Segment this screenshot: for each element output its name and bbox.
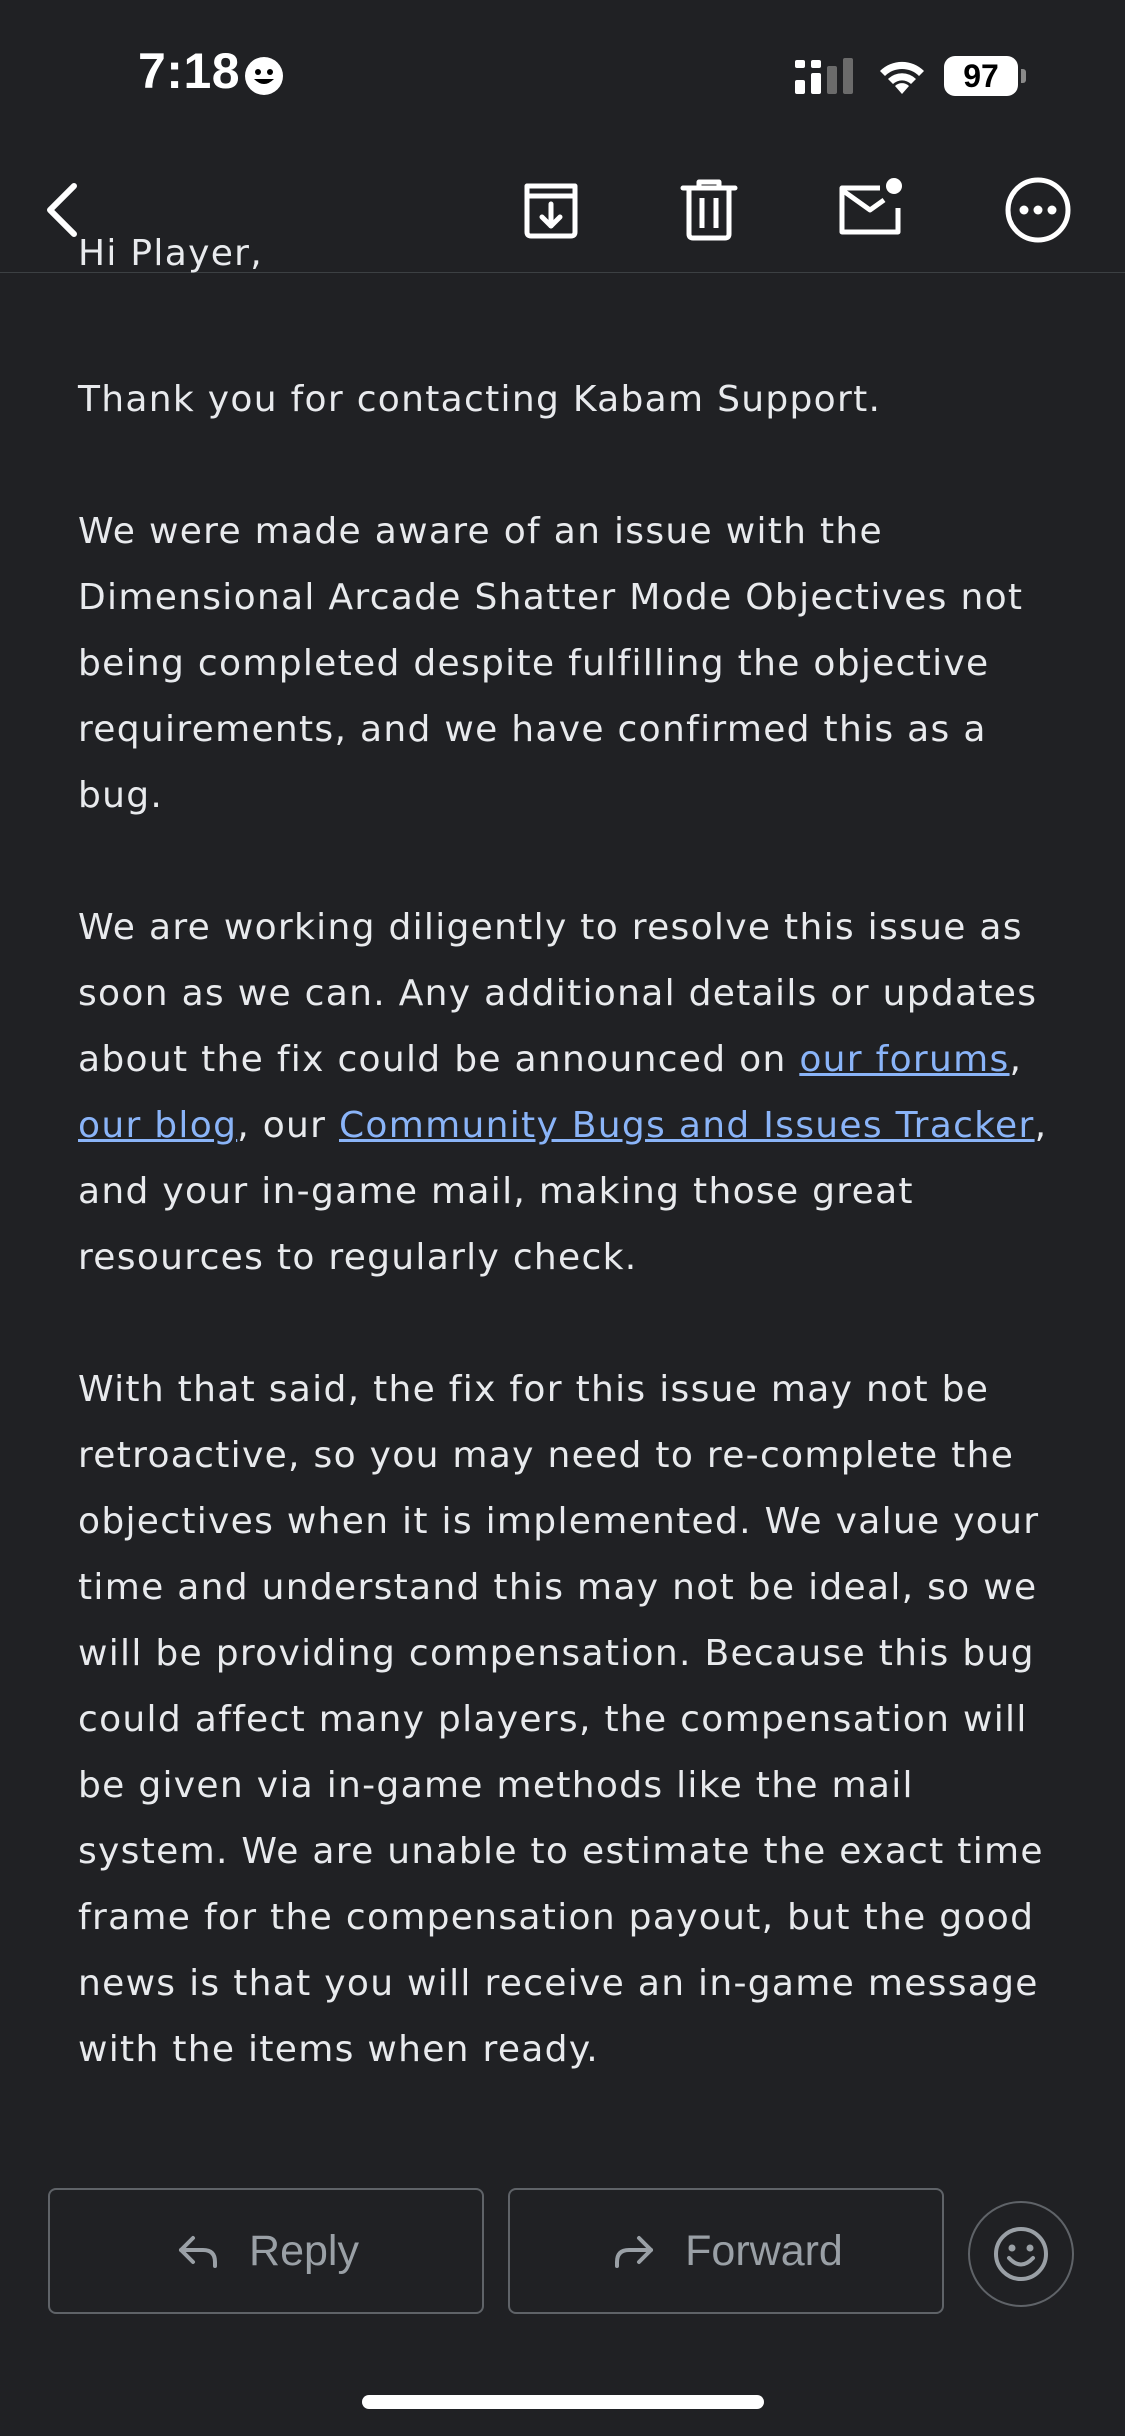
forward-button[interactable]	[508, 2188, 944, 2314]
email-greeting: Thank you for contacting Kabam Support.	[78, 379, 882, 420]
status-time: 7:18	[138, 43, 241, 99]
battery-tip	[1021, 69, 1026, 83]
status-bar	[0, 0, 1125, 150]
email-cutoff-line	[78, 233, 1068, 287]
link-forums[interactable]: our forums	[799, 1039, 1010, 1080]
cellular-signal-icon	[795, 58, 857, 96]
link-blog[interactable]: our blog	[78, 1105, 238, 1146]
more-options-icon[interactable]	[1000, 172, 1076, 248]
battery-level: 97	[944, 56, 1018, 96]
trash-icon[interactable]	[671, 172, 747, 248]
reply-icon	[173, 2226, 223, 2276]
para2-separator-2: , our	[237, 1105, 339, 1146]
smiley-icon	[244, 56, 284, 96]
para2-text-end: , and your in-game mail, making those great resources to regularly check.	[78, 1105, 1048, 1278]
para2-separator-1: ,	[1009, 1039, 1023, 1080]
forward-label: Forward	[685, 2226, 843, 2275]
mark-unread-icon[interactable]	[832, 172, 908, 248]
cutoff-text: Hi Player,	[78, 233, 263, 274]
para2-text-start: We are working diligently to resolve this issue as soon as we can. Any additional details or updates about the fix could be announced on	[78, 907, 1038, 1080]
wifi-icon	[876, 56, 928, 96]
forward-icon	[609, 2226, 659, 2276]
reply-label: Reply	[249, 2226, 359, 2275]
reply-button[interactable]	[48, 2188, 484, 2314]
email-paragraph-3: With that said, the fix for this issue may not be retroactive, so you may need to re-complete the objectives when it is implemented. We value your time and understand this may not be ideal, so we will be providing compensation. Because this bug could affect many players, the compensation will be given via in-game methods like the mail system. We are unable to estimate the exact time frame for the compensation payout, but the good news is that you will receive an in-game message with the items when ready.	[78, 1369, 1044, 2070]
battery-icon	[944, 56, 1026, 96]
link-bug-tracker[interactable]: Community Bugs and Issues Tracker	[339, 1105, 1035, 1146]
home-indicator[interactable]	[362, 2395, 764, 2409]
archive-icon[interactable]	[513, 172, 589, 248]
email-paragraph-2	[78, 895, 1068, 1291]
add-reaction-button[interactable]	[968, 2201, 1074, 2307]
email-paragraph-1: We were made aware of an issue with the Dimensional Arcade Shatter Mode Objectives not being completed despite fulfilling the objective requirements, and we have confirmed this as a bug.	[78, 511, 1024, 816]
email-body	[78, 233, 1068, 2163]
add-reaction-icon	[992, 2225, 1050, 2283]
